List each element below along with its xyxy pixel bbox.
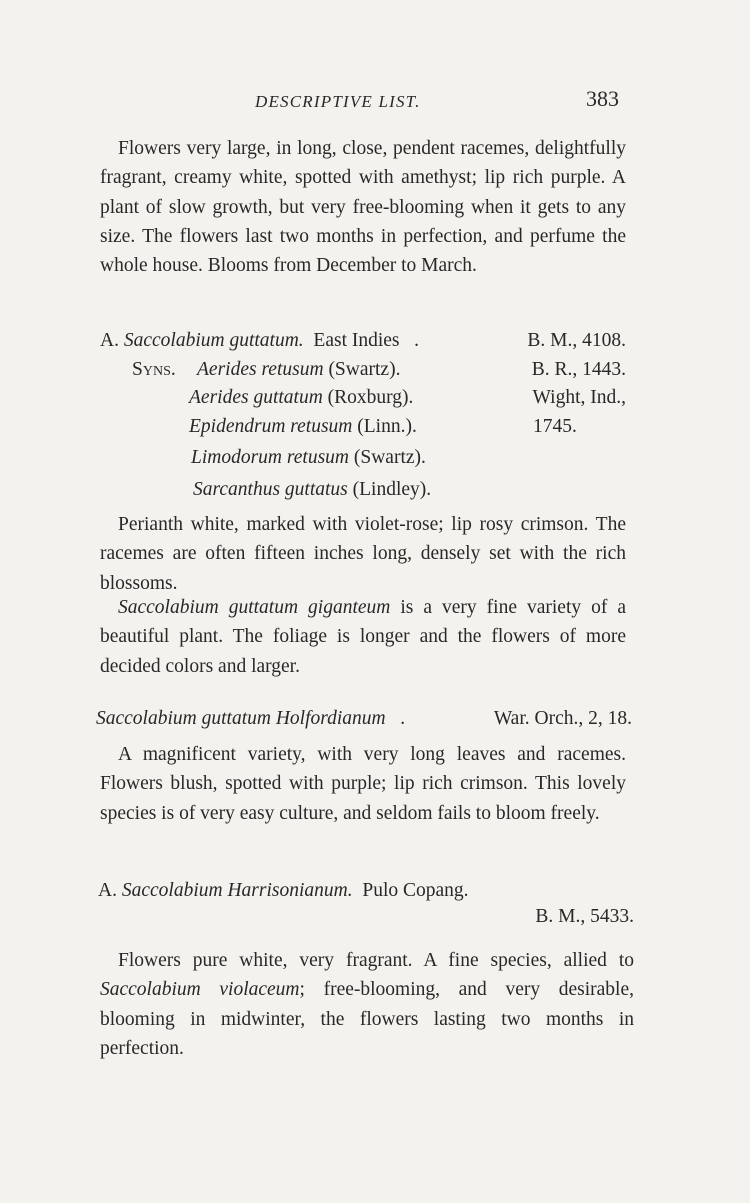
paragraph-5-text-a: Flowers pure white, very fragrant. A fine species, allied to [118, 950, 634, 971]
synonym-2 [189, 387, 413, 409]
synonym-5-author: (Lindley). [352, 479, 432, 500]
entry-1-ref-2: B. R., 1443. [531, 359, 626, 380]
entry-1-ref-1: B. M., 4108. [527, 330, 626, 351]
entry-2-name: Saccolabium guttatum Holfordianum [96, 708, 386, 729]
entry-3-name: Saccolabium Harrisonianum. [121, 880, 353, 901]
paragraph-4: A magnificent variety, with very long leaves and racemes. Flowers blush, spotted with purple; lip rich crimson. This lovely species is of very easy culture, and seldom fails to bloom freely. [100, 744, 626, 824]
entry-1-ref-3: Wight, Ind., [532, 387, 626, 408]
synonym-2-name: Aerides guttatum [189, 387, 323, 408]
synonym-1-author: (Swartz). [328, 359, 401, 380]
entry-3-ref: B. M., 5433. [535, 906, 634, 927]
synonym-2-author: (Roxburg). [327, 387, 414, 408]
entry-1-ref-4: 1745. [533, 416, 577, 437]
synonym-4-name: Limodorum retusum [191, 447, 349, 468]
entry-1-dot: . [414, 330, 420, 351]
paragraph-2: Perianth white, marked with violet-rose; lip rosy crimson. The racemes are often fifteen inches long, densely set with the rich blossoms. [100, 514, 626, 594]
synonym-5 [193, 479, 431, 501]
entry-1-locality: East Indies [313, 330, 400, 351]
synonym-1 [197, 359, 400, 381]
entry-3-prefix: A. [98, 880, 117, 901]
entry-2-heading [96, 708, 405, 730]
entry-1-heading [100, 330, 419, 352]
paragraph-3 [100, 593, 626, 681]
variety-name: Saccolabium guttatum giganteum [118, 597, 391, 618]
synonym-3-author: (Linn.). [357, 416, 417, 437]
running-head: DESCRIPTIVE LIST. [255, 92, 421, 111]
page-number: 383 [586, 86, 619, 111]
syns-label: Syns. [132, 359, 176, 380]
entry-1-prefix: A. [100, 330, 119, 351]
synonym-4-author: (Swartz). [353, 447, 426, 468]
synonym-4 [191, 447, 426, 469]
entry-1-name: Saccolabium guttatum. [123, 330, 304, 351]
entry-2-dot: . [400, 708, 406, 729]
species-name: Saccolabium violaceum [100, 979, 300, 1001]
paragraph-1: Flowers very large, in long, close, pendent racemes, delightfully fragrant, creamy white, spotted with amethyst; lip rich purple. A plant of slow growth, but very free-blooming when it gets to any size. The flowers last two months in perfection, and perfume the whole house. Blooms from December to March. [100, 138, 626, 277]
synonym-5-name: Sarcanthus guttatus [193, 479, 348, 500]
paragraph-5 [100, 946, 634, 1063]
paragraph-5-text-b: ; free-blooming, and very desirable, blooming in midwinter, the flowers lasting two months in perfection. [100, 979, 634, 1059]
entry-3-heading [98, 880, 469, 902]
synonym-3-name: Epidendrum retusum [189, 416, 353, 437]
synonym-3 [189, 416, 417, 438]
entry-2-ref: War. Orch., 2, 18. [493, 708, 632, 729]
entry-3-locality: Pulo Copang. [362, 880, 469, 901]
synonym-1-name: Aerides retusum [197, 359, 324, 380]
paragraph-3-text: is a very fine variety of a beautiful plant. The foliage is longer and the flowers of more decided colors and larger. [100, 597, 626, 677]
